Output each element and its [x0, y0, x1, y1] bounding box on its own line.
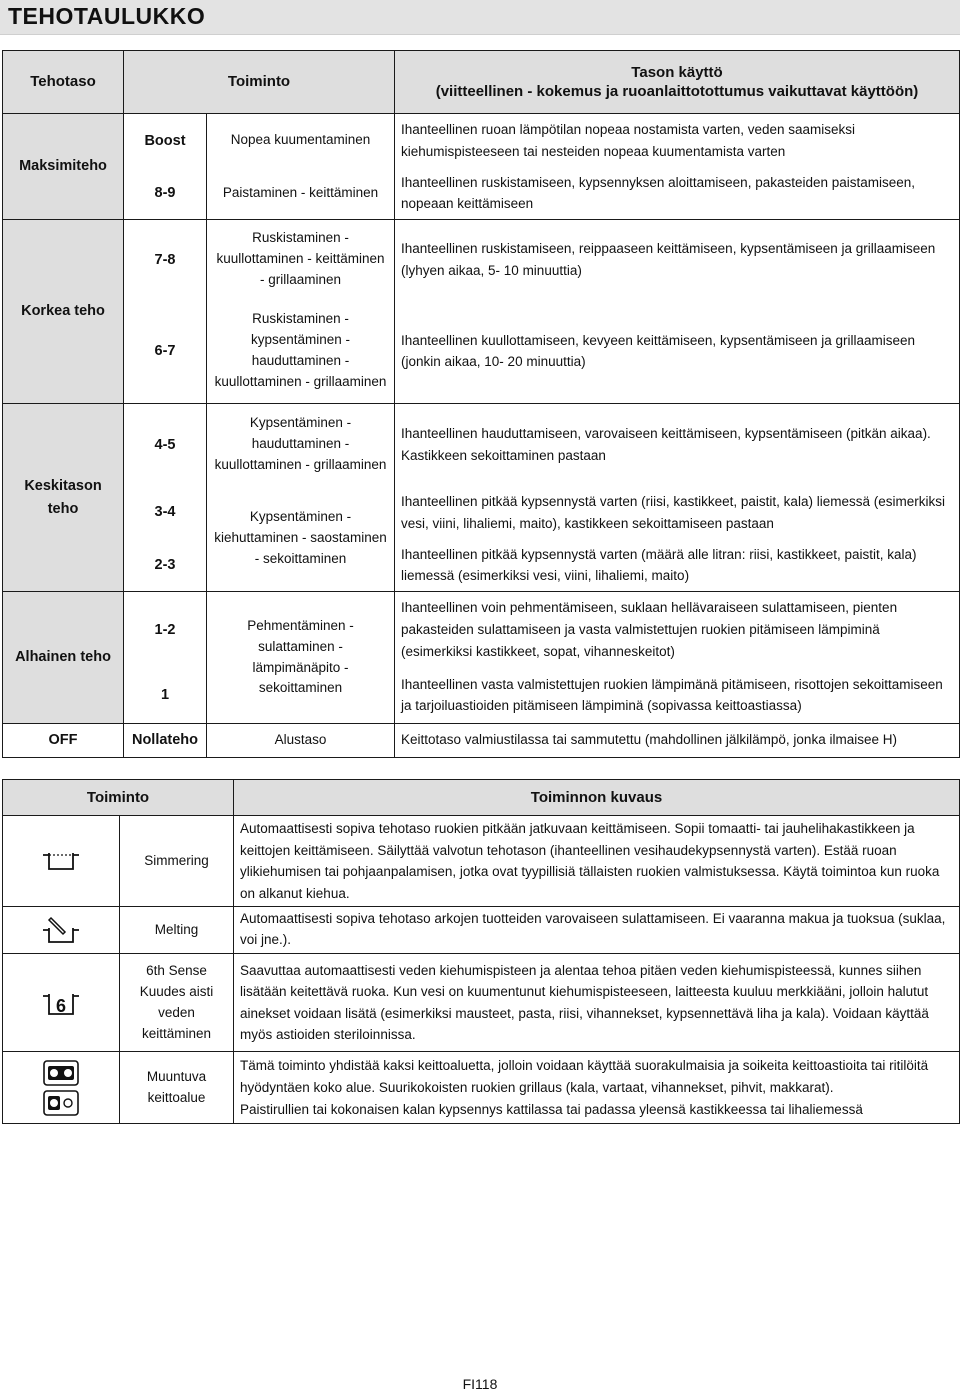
group-medium: Keskitason teho: [3, 404, 124, 592]
function-cell: Nopea kuumentaminen: [207, 114, 395, 168]
function-name: Melting: [120, 907, 234, 954]
function-description-line: Paistirullien tai kokonaisen kalan kypsennys kattilassa tai padassa yleensä kastikkeessa tai lihaliemessä: [240, 1101, 863, 1117]
function-name-line: veden: [158, 1004, 195, 1020]
table-row: [3, 300, 960, 404]
function-cell: Kypsentäminen - kiehuttaminen - saostaminen - sekoittaminen: [207, 486, 395, 592]
table-row: [3, 816, 960, 907]
table-header-row: [3, 780, 960, 816]
table-row: [3, 724, 960, 758]
table-row: [3, 404, 960, 486]
sixth-sense-number: 6: [55, 995, 67, 1016]
page-title: TEHOTAULUKKO: [8, 3, 206, 29]
header-description: Toiminnon kuvaus: [234, 780, 960, 816]
level-cell: 2-3: [124, 540, 207, 592]
header-usage-subtitle: (viitteellinen - kokemus ja ruoanlaittotottumus vaikuttavat käyttöön): [435, 83, 919, 100]
sixth-sense-pot-icon: [41, 988, 81, 1018]
header-function: Toiminto: [3, 780, 234, 816]
level-cell: 3-4: [124, 486, 207, 540]
header-power-level: Tehotaso: [3, 51, 124, 114]
function-name-line: keittäminen: [141, 1025, 212, 1041]
level-cell: 1-2: [124, 592, 207, 668]
table-row: [3, 168, 960, 220]
header-usage: [395, 51, 960, 114]
level-cell: 1: [124, 668, 207, 724]
table-row: [3, 954, 960, 1052]
function-cell: Pehmentäminen - sulattaminen - lämpimänäpito - sekoittaminen: [207, 592, 395, 724]
usage-cell: Ihanteellinen pitkää kypsennystä varten (riisi, kastikkeet, paistit, kala) liemessä (esimerkiksi vesi, viini, lihaliemi, maito), kastikkeen sekoittamiseen pastaan: [395, 486, 960, 540]
function-cell: Ruskistaminen - kuullottaminen - keittäminen - grillaaminen: [207, 220, 395, 300]
usage-cell: Ihanteellinen pitkää kypsennystä varten (määrä alle litran: riisi, kastikkeet, paistit, kala) liemessä (esimerkiksi vesi, viini, lihaliemi, maito): [395, 540, 960, 592]
table-row: [3, 907, 960, 954]
function-cell: Paistaminen - keittäminen: [207, 168, 395, 220]
usage-cell: Ihanteellinen voin pehmentämiseen, suklaan hellävaraiseen sulattamiseen, pienten pakasteiden sulattamiseen ja vasta valmistettujen ruokien pitämiseen lämpiminä (esimerkiksi kastikkeet, sopat, vihanneskeitot): [395, 592, 960, 668]
power-level-table: [2, 50, 960, 758]
table-row: [3, 592, 960, 668]
usage-cell: Ihanteellinen ruskistamiseen, kypsennyksen aloittamiseen, pakasteiden paistamiseen, nopeaan keittämiseen: [395, 168, 960, 220]
function-name: [120, 1052, 234, 1124]
flexible-zone-icon: [41, 1058, 81, 1118]
icon-cell: [3, 954, 120, 1052]
icon-cell: [3, 1052, 120, 1124]
function-name: Simmering: [120, 816, 234, 907]
function-name-line: keittoalue: [147, 1089, 206, 1105]
level-cell: 7-8: [124, 220, 207, 300]
group-low: Alhainen teho: [3, 592, 124, 724]
group-high: Korkea teho: [3, 220, 124, 404]
function-name-line: Kuudes aisti: [139, 983, 214, 999]
header-function: Toiminto: [124, 51, 395, 114]
function-description: Saavuttaa automaattisesti veden kiehumispisteen ja alentaa tehoa pitäen veden kiehumispisteessä, kunnes siihen lisätään keitettävä ruoka. Kun vesi on kuumentunut kiehumispisteeseen, laitteesta kuuluu merkkiääni, jolloin halutut ainekset voidaan lisätä (esimerkiksi mausteet, pasta, riisi, vihannekset, kypsennettävä liha ja kala). Voidaan käyttää myös astioiden steriloinnissa.: [234, 954, 960, 1052]
level-cell: Boost: [124, 114, 207, 168]
table-header-row: [3, 51, 960, 114]
usage-cell: Ihanteellinen ruoan lämpötilan nopeaa nostamista varten, veden saamiseksi kiehumispisteeseen tai nesteiden nopeaa kuumentamista varten: [395, 114, 960, 168]
icon-cell: [3, 816, 120, 907]
usage-cell: Ihanteellinen kuullottamiseen, kevyeen keittämiseen, kypsentämiseen ja grillaamiseen (jonkin aikaa, 10- 20 minuuttia): [395, 300, 960, 404]
function-name-line: Muuntuva: [146, 1068, 207, 1084]
level-cell: 8-9: [124, 168, 207, 220]
usage-cell: Keittotaso valmiustilassa tai sammutettu (mahdollinen jälkilämpö, jonka ilmaisee H): [395, 724, 960, 758]
table-row: [3, 1052, 960, 1124]
function-description: [234, 1052, 960, 1124]
header-usage-title: Tason käyttö: [631, 63, 723, 81]
usage-cell: Ihanteellinen vasta valmistettujen ruokien lämpimänä pitämiseen, risottojen sekoittamiseen ja tarjoiluastioiden pitämiseen lämpiminä (sopivassa keittoastiassa): [395, 668, 960, 724]
table-row: [3, 540, 960, 592]
function-name-line: 6th Sense: [146, 962, 207, 978]
level-cell: 6-7: [124, 300, 207, 404]
function-cell: Kypsentäminen - hauduttaminen - kuullottaminen - grillaaminen: [207, 404, 395, 486]
usage-cell: Ihanteellinen ruskistamiseen, reippaaseen keittämiseen, kypsentämiseen ja grillaamiseen (lyhyen aikaa, 5- 10 minuuttia): [395, 220, 960, 300]
table-row: [3, 220, 960, 300]
page-title-bar: [0, 0, 960, 35]
level-cell: 4-5: [124, 404, 207, 486]
group-max: Maksimiteho: [3, 114, 124, 220]
group-off: OFF: [3, 724, 124, 758]
simmering-pot-icon: [41, 849, 81, 873]
function-cell: Ruskistaminen - kypsentäminen - hauduttaminen - kuullottaminen - grillaaminen: [207, 300, 395, 404]
function-description: Automaattisesti sopiva tehotaso arkojen tuotteiden varovaiseen sulattamiseen. Ei vaaranna makua ja tuoksua (suklaa, voi jne.).: [234, 907, 960, 954]
usage-cell: Ihanteellinen hauduttamiseen, varovaiseen keittämiseen, kypsentämiseen (pitkän aikaa). Kastikkeen sekoittaminen pastaan: [395, 404, 960, 486]
level-cell: Nollateho: [124, 724, 207, 758]
function-table: [2, 779, 960, 1124]
page-number: FI118: [462, 1376, 498, 1392]
function-cell: Alustaso: [207, 724, 395, 758]
function-description: Automaattisesti sopiva tehotaso ruokien pitkään jatkuvaan keittämiseen. Sopii tomaatti- tai jauhelihakastikkeen ja keittojen keittämiseen. Säilyttää valvotun tehotason (ihanteellinen vesihaudekypsennystä varten). Estää ruoan ylikiehumisen tai pohjaanpalamisen, jotka ovat tyypillisiä tällaisten ruokien valmistuksessa. Käytä toimintoa kun ruoka on alkanut kiehua.: [234, 816, 960, 907]
table-row: [3, 486, 960, 540]
icon-cell: [3, 907, 120, 954]
function-name: [120, 954, 234, 1052]
melting-pot-icon: [41, 916, 81, 944]
table-row: [3, 114, 960, 168]
table-row: [3, 668, 960, 724]
function-description-line: Tämä toiminto yhdistää kaksi keittoaluetta, jolloin voidaan käyttää suorakulmaisia ja soikeita keittoastioita tai ritilöitä hyödyntäen koko alue. Suurikokoisten ruokien grillaus (kala, vartaat, vihannekset, pihvit, makkarat).: [240, 1058, 929, 1095]
